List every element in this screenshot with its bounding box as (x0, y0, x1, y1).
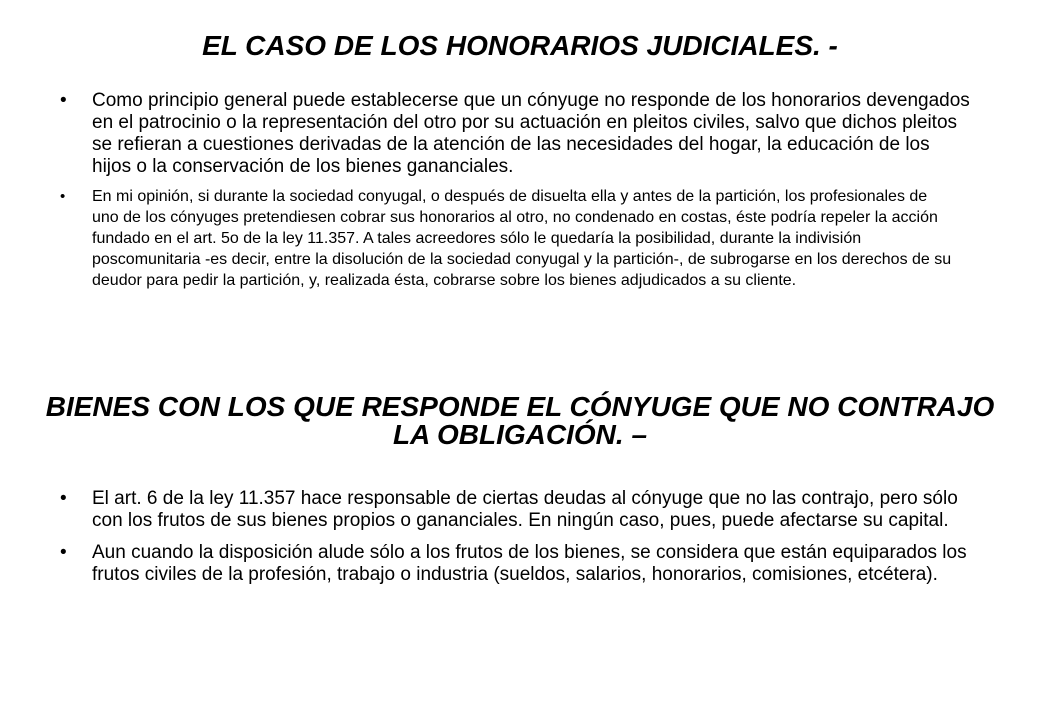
list-item (0, 488, 972, 532)
list-item (0, 542, 972, 586)
bullet-icon: • (60, 188, 66, 205)
heading-honorarios-judiciales: EL CASO DE LOS HONORARIOS JUDICIALES. - (202, 30, 838, 61)
heading-bienes-responde: BIENES CON LOS QUE RESPONDE EL CÓNYUGE QUE NO CONTRAJO LA OBLIGACIÓN. – (45, 391, 995, 450)
bullet-icon: • (60, 542, 67, 563)
list-item (0, 186, 952, 291)
bullet-list-honorarios (0, 90, 972, 291)
bullet-icon: • (60, 90, 67, 111)
bullet-list-bienes (0, 488, 972, 586)
bullet-text: En mi opinión, si durante la sociedad conyugal, o después de disuelta ella y antes de la partición, los profesionales de uno de los cónyuges pretendiesen cobrar sus honorarios al otro, no condenado en costas, éste podría repeler la acción fundado en el art. 5o de la ley 11.357. A tales acreedores sólo le quedaría la posibilidad, durante la indivisión poscomunitaria -es decir, entre la disolución de la sociedad conyugal y la partición-, de subrogarse en los derechos de su deudor para pedir la partición, y, realizada ésta, cobrarse sobre los bienes adjudicados a su cliente. (92, 188, 952, 289)
bullet-text: El art. 6 de la ley 11.357 hace responsable de ciertas deudas al cónyuge que no las contrajo, pero sólo con los frutos de sus bienes propios o gananciales. En ningún caso, pues, puede afectarse su capital. (92, 488, 958, 531)
bullet-text: Aun cuando la disposición alude sólo a los frutos de los bienes, se considera que están equiparados los frutos civiles de la profesión, trabajo o industria (sueldos, salarios, honorarios, comisiones, etcétera). (92, 542, 967, 585)
bullet-icon: • (60, 488, 67, 509)
list-item (0, 90, 972, 178)
bullet-text: Como principio general puede establecerse que un cónyuge no responde de los honorarios devengados en el patrocinio o la representación del otro por su actuación en pleitos civiles, salvo que dichos pleitos se refieran a cuestiones derivadas de la atención de las necesidades del hogar, la educación de los hijos o la conservación de los bienes gananciales. (92, 90, 970, 177)
